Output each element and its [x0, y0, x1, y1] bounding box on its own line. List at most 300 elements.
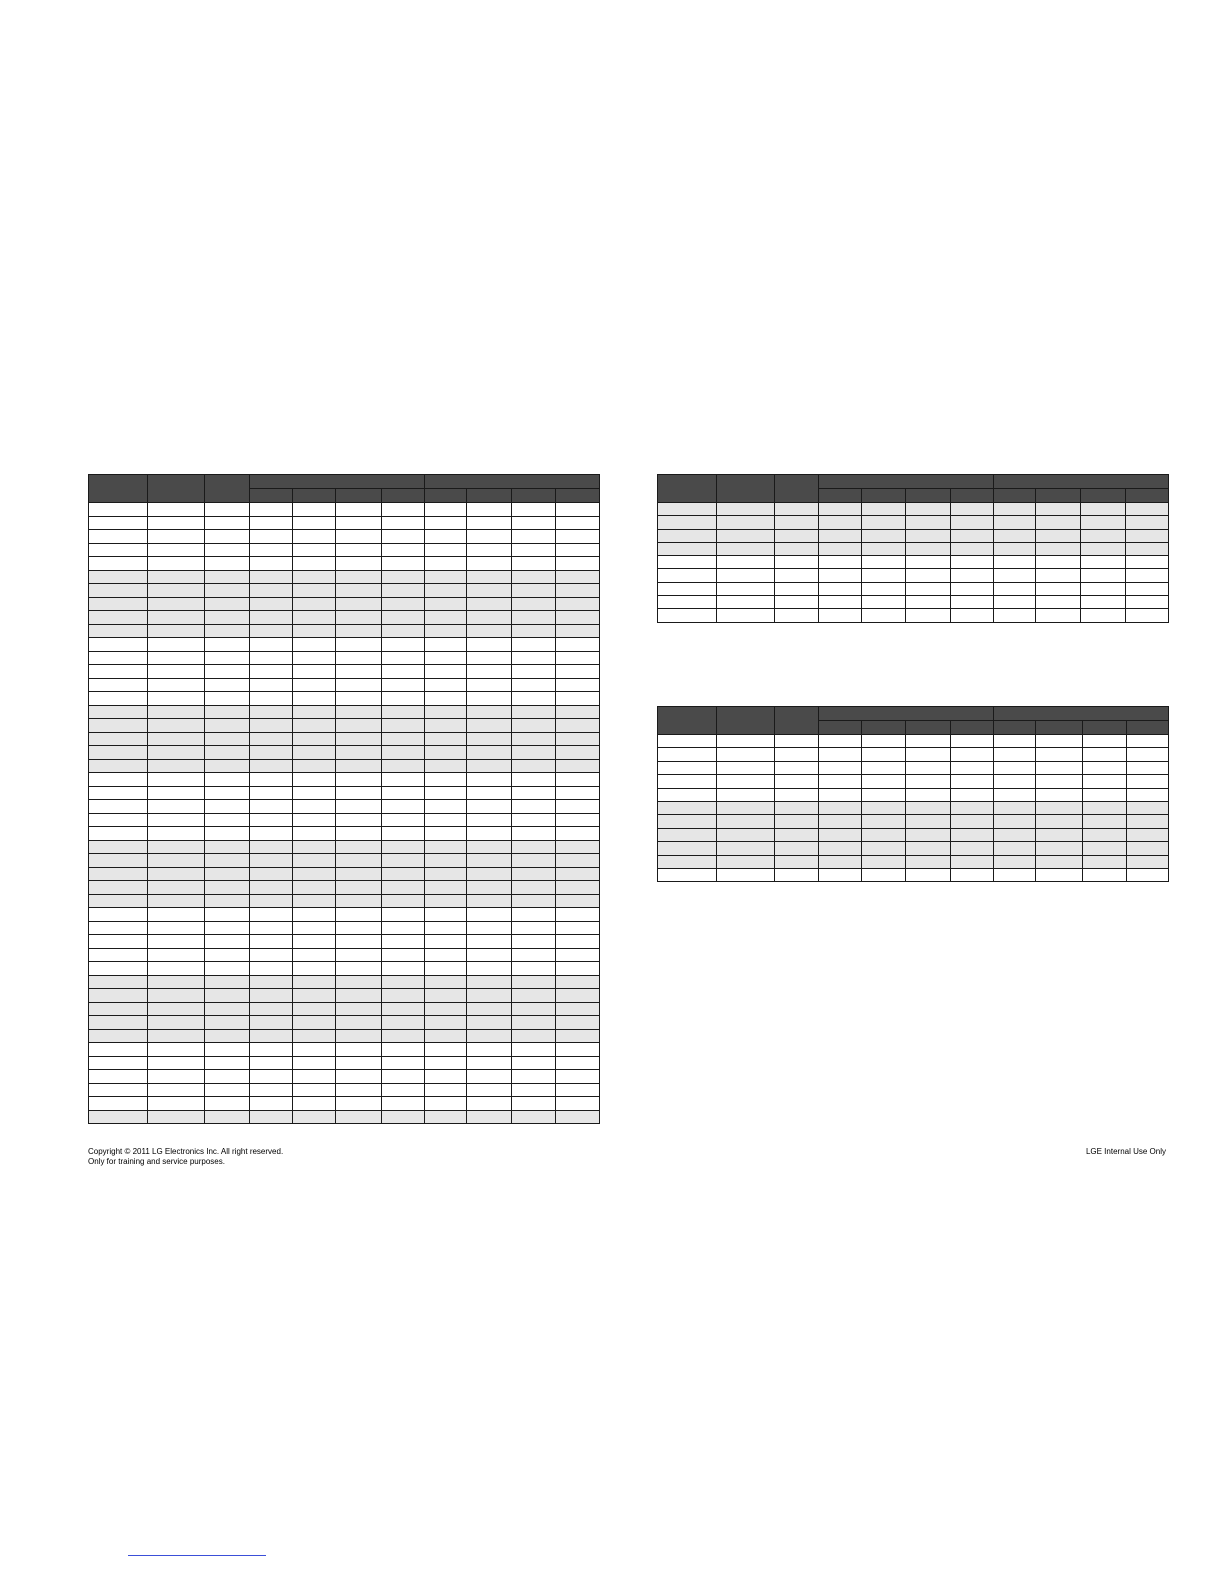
table-cell: [425, 543, 467, 557]
table-cell: [336, 1043, 382, 1057]
table-cell: [1126, 529, 1169, 542]
table-cell: [951, 775, 994, 788]
table-cell: [89, 705, 148, 719]
table-cell: [336, 624, 382, 638]
table-cell: [556, 962, 600, 976]
table-row: [89, 1110, 600, 1124]
table-row: [658, 542, 1169, 555]
table-cell: [293, 1097, 336, 1111]
table-row: [658, 788, 1169, 801]
table-row: [89, 705, 600, 719]
table-cell: [556, 921, 600, 935]
subheader-cell: [994, 489, 1036, 503]
table-cell: [382, 1016, 425, 1030]
table-cell: [775, 569, 819, 582]
table-row: [89, 894, 600, 908]
table-cell: [425, 881, 467, 895]
table-cell: [148, 908, 205, 922]
footer-copyright: [88, 1147, 283, 1167]
table-cell: [293, 813, 336, 827]
table-cell: [512, 948, 556, 962]
table-cell: [425, 813, 467, 827]
table-cell: [250, 570, 293, 584]
table-cell: [425, 1083, 467, 1097]
table-cell: [994, 516, 1036, 529]
table-cell: [467, 854, 512, 868]
table-cell: [512, 1056, 556, 1070]
table-cell: [250, 732, 293, 746]
table-cell: [293, 948, 336, 962]
table-cell: [205, 854, 250, 868]
link-underline: [128, 1555, 266, 1556]
table-row: [89, 719, 600, 733]
table-cell: [1083, 761, 1127, 774]
table-cell: [148, 813, 205, 827]
table-cell: [717, 582, 775, 595]
table-cell: [658, 761, 717, 774]
table-cell: [819, 542, 862, 555]
table-cell: [89, 786, 148, 800]
header-group-cell: [250, 475, 425, 489]
table-cell: [467, 989, 512, 1003]
table-cell: [293, 1016, 336, 1030]
table-cell: [556, 840, 600, 854]
table-cell: [819, 775, 862, 788]
table-cell: [148, 1029, 205, 1043]
table-cell: [467, 692, 512, 706]
table-cell: [1036, 801, 1083, 814]
table-cell: [89, 719, 148, 733]
subheader-cell: [293, 489, 336, 503]
subheader-cell: [425, 489, 467, 503]
table-row: [89, 800, 600, 814]
table-cell: [382, 705, 425, 719]
table-cell: [250, 840, 293, 854]
table-cell: [293, 1043, 336, 1057]
table-row: [658, 855, 1169, 868]
table-cell: [512, 881, 556, 895]
table-cell: [293, 692, 336, 706]
subheader-cell: [467, 489, 512, 503]
table-cell: [250, 1043, 293, 1057]
table-cell: [994, 828, 1036, 841]
table-cell: [425, 1110, 467, 1124]
table-cell: [1036, 569, 1081, 582]
table-row: [89, 570, 600, 584]
table-cell: [382, 894, 425, 908]
table-cell: [906, 516, 951, 529]
subheader-cell: [862, 489, 906, 503]
table-cell: [658, 788, 717, 801]
header-cell: [148, 475, 205, 503]
table-cell: [148, 854, 205, 868]
table-cell: [89, 1043, 148, 1057]
table-cell: [819, 735, 862, 748]
table-cell: [717, 815, 775, 828]
table-cell: [89, 840, 148, 854]
table-cell: [382, 597, 425, 611]
table-cell: [205, 894, 250, 908]
subheader-cell: [512, 489, 556, 503]
table-cell: [382, 719, 425, 733]
table-cell: [205, 611, 250, 625]
table-cell: [819, 556, 862, 569]
table-cell: [512, 503, 556, 517]
table-cell: [250, 908, 293, 922]
table-cell: [556, 854, 600, 868]
table-cell: [425, 705, 467, 719]
table-cell: [512, 611, 556, 625]
table-cell: [556, 1070, 600, 1084]
table-cell: [293, 516, 336, 530]
header-cell: [717, 707, 775, 735]
table-row: [89, 962, 600, 976]
table-cell: [658, 569, 717, 582]
table-cell: [250, 881, 293, 895]
table-cell: [717, 842, 775, 855]
table-cell: [994, 503, 1036, 516]
table-row: [89, 692, 600, 706]
table-cell: [89, 921, 148, 935]
table-cell: [148, 584, 205, 598]
table-cell: [819, 569, 862, 582]
table-cell: [293, 908, 336, 922]
table-cell: [717, 529, 775, 542]
table-cell: [556, 1016, 600, 1030]
table-row: [658, 801, 1169, 814]
table-cell: [994, 788, 1036, 801]
table-cell: [512, 651, 556, 665]
table-cell: [425, 732, 467, 746]
table-cell: [994, 582, 1036, 595]
table-cell: [382, 840, 425, 854]
table-cell: [775, 529, 819, 542]
table-cell: [205, 975, 250, 989]
table-cell: [658, 542, 717, 555]
table-cell: [148, 894, 205, 908]
right-bottom-table: [657, 706, 1169, 882]
table-cell: [951, 516, 994, 529]
table-cell: [556, 584, 600, 598]
table-cell: [994, 815, 1036, 828]
table-cell: [1081, 529, 1126, 542]
table-cell: [906, 855, 951, 868]
table-cell: [1036, 788, 1083, 801]
subheader-cell: [382, 489, 425, 503]
table-cell: [512, 894, 556, 908]
table-row: [89, 813, 600, 827]
table-cell: [1081, 503, 1126, 516]
table-cell: [382, 975, 425, 989]
table-cell: [425, 975, 467, 989]
table-cell: [556, 935, 600, 949]
table-cell: [1126, 596, 1169, 609]
table-cell: [556, 543, 600, 557]
table-cell: [467, 1110, 512, 1124]
table-cell: [512, 624, 556, 638]
table-cell: [467, 1002, 512, 1016]
table-cell: [775, 735, 819, 748]
table-cell: [336, 827, 382, 841]
table-cell: [862, 815, 906, 828]
table-cell: [1036, 582, 1081, 595]
table-row: [89, 921, 600, 935]
table-cell: [293, 651, 336, 665]
table-cell: [862, 775, 906, 788]
table-cell: [951, 815, 994, 828]
table-cell: [293, 962, 336, 976]
right-top-table: [657, 474, 1169, 623]
table-cell: [250, 678, 293, 692]
table-cell: [556, 705, 600, 719]
table-cell: [250, 638, 293, 652]
table-cell: [205, 1029, 250, 1043]
table-row: [89, 597, 600, 611]
header-cell: [658, 475, 717, 503]
table-cell: [148, 1016, 205, 1030]
table-cell: [250, 827, 293, 841]
table-cell: [717, 788, 775, 801]
table-cell: [775, 609, 819, 622]
table-row: [658, 842, 1169, 855]
table-cell: [906, 542, 951, 555]
table-row: [658, 529, 1169, 542]
table-cell: [467, 1016, 512, 1030]
table-cell: [293, 705, 336, 719]
table-cell: [250, 975, 293, 989]
table-cell: [336, 1029, 382, 1043]
table-cell: [205, 557, 250, 571]
table-cell: [205, 692, 250, 706]
table-cell: [1083, 748, 1127, 761]
table-cell: [717, 775, 775, 788]
table-row: [89, 746, 600, 760]
subheader-cell: [1127, 721, 1169, 735]
table-cell: [951, 842, 994, 855]
table-cell: [250, 1083, 293, 1097]
table-cell: [250, 1070, 293, 1084]
table-cell: [994, 609, 1036, 622]
table-cell: [862, 735, 906, 748]
table-cell: [336, 989, 382, 1003]
table-cell: [1036, 516, 1081, 529]
table-cell: [250, 894, 293, 908]
table-row: [658, 775, 1169, 788]
table-cell: [382, 935, 425, 949]
table-cell: [862, 529, 906, 542]
table-cell: [293, 732, 336, 746]
header-cell: [89, 475, 148, 503]
table-cell: [293, 1002, 336, 1016]
table-cell: [382, 881, 425, 895]
table-cell: [467, 732, 512, 746]
table-cell: [512, 935, 556, 949]
table-cell: [89, 732, 148, 746]
table-cell: [425, 1002, 467, 1016]
table-cell: [148, 881, 205, 895]
subheader-cell: [906, 489, 951, 503]
header-group-cell: [819, 707, 994, 721]
table-cell: [89, 759, 148, 773]
table-cell: [250, 503, 293, 517]
table-row: [89, 867, 600, 881]
table-cell: [425, 1029, 467, 1043]
table-cell: [556, 651, 600, 665]
table-cell: [1126, 516, 1169, 529]
table-row: [89, 773, 600, 787]
table-cell: [89, 1110, 148, 1124]
table-cell: [336, 773, 382, 787]
table-cell: [1036, 761, 1083, 774]
table-cell: [382, 921, 425, 935]
subheader-cell: [819, 721, 862, 735]
table-cell: [1036, 542, 1081, 555]
table-cell: [819, 503, 862, 516]
table-cell: [293, 989, 336, 1003]
table-cell: [250, 800, 293, 814]
table-cell: [951, 609, 994, 622]
table-cell: [250, 773, 293, 787]
table-cell: [382, 732, 425, 746]
table-cell: [717, 569, 775, 582]
table-cell: [556, 503, 600, 517]
table-cell: [512, 570, 556, 584]
table-cell: [425, 503, 467, 517]
table-cell: [148, 570, 205, 584]
table-cell: [148, 705, 205, 719]
subheader-cell: [906, 721, 951, 735]
table-cell: [775, 596, 819, 609]
table-cell: [775, 761, 819, 774]
table-cell: [425, 786, 467, 800]
table-cell: [717, 828, 775, 841]
table-cell: [467, 759, 512, 773]
table-cell: [951, 748, 994, 761]
table-cell: [775, 801, 819, 814]
table-cell: [512, 732, 556, 746]
table-cell: [467, 1029, 512, 1043]
table-cell: [556, 570, 600, 584]
table-cell: [556, 530, 600, 544]
table-cell: [382, 543, 425, 557]
table-cell: [250, 530, 293, 544]
table-row: [89, 611, 600, 625]
table-cell: [336, 557, 382, 571]
table-cell: [862, 842, 906, 855]
table-cell: [512, 827, 556, 841]
table-cell: [250, 584, 293, 598]
table-cell: [382, 773, 425, 787]
table-cell: [512, 584, 556, 598]
table-cell: [205, 624, 250, 638]
table-cell: [336, 692, 382, 706]
table-cell: [994, 801, 1036, 814]
table-cell: [994, 542, 1036, 555]
table-cell: [717, 542, 775, 555]
table-row: [89, 1097, 600, 1111]
table-cell: [1083, 815, 1127, 828]
table-cell: [512, 597, 556, 611]
table-cell: [467, 867, 512, 881]
header-group-cell: [994, 707, 1169, 721]
table-cell: [205, 773, 250, 787]
table-cell: [250, 692, 293, 706]
table-cell: [1036, 596, 1081, 609]
table-cell: [382, 1070, 425, 1084]
table-cell: [467, 773, 512, 787]
table-cell: [951, 855, 994, 868]
table-cell: [382, 638, 425, 652]
table-cell: [1127, 788, 1169, 801]
table-cell: [556, 908, 600, 922]
table-cell: [425, 935, 467, 949]
table-cell: [467, 948, 512, 962]
table-cell: [336, 975, 382, 989]
table-cell: [467, 530, 512, 544]
table-row: [658, 828, 1169, 841]
table-cell: [556, 1056, 600, 1070]
table-cell: [148, 1097, 205, 1111]
table-cell: [467, 557, 512, 571]
table-cell: [717, 516, 775, 529]
table-cell: [425, 759, 467, 773]
table-cell: [467, 503, 512, 517]
table-cell: [717, 609, 775, 622]
table-cell: [425, 827, 467, 841]
table-row: [658, 516, 1169, 529]
table-cell: [148, 773, 205, 787]
table-row: [658, 503, 1169, 516]
table-cell: [819, 801, 862, 814]
table-cell: [336, 1110, 382, 1124]
table-cell: [250, 759, 293, 773]
table-row: [89, 759, 600, 773]
table-cell: [89, 989, 148, 1003]
table-cell: [1081, 556, 1126, 569]
table-cell: [906, 815, 951, 828]
table-cell: [148, 665, 205, 679]
table-row: [89, 854, 600, 868]
table-cell: [382, 570, 425, 584]
table-cell: [89, 773, 148, 787]
table-cell: [512, 921, 556, 935]
table-cell: [250, 989, 293, 1003]
table-cell: [336, 800, 382, 814]
table-cell: [775, 542, 819, 555]
table-row: [658, 556, 1169, 569]
table-cell: [906, 775, 951, 788]
table-cell: [293, 894, 336, 908]
table-cell: [658, 582, 717, 595]
table-cell: [994, 529, 1036, 542]
table-cell: [89, 597, 148, 611]
table-row: [658, 569, 1169, 582]
table-cell: [250, 597, 293, 611]
table-row: [89, 1043, 600, 1057]
table-cell: [512, 719, 556, 733]
table-cell: [382, 867, 425, 881]
table-cell: [819, 748, 862, 761]
table-cell: [293, 638, 336, 652]
table-cell: [658, 735, 717, 748]
table-cell: [717, 855, 775, 868]
table-cell: [293, 530, 336, 544]
table-cell: [862, 748, 906, 761]
table-cell: [293, 786, 336, 800]
table-cell: [819, 609, 862, 622]
table-cell: [467, 570, 512, 584]
table-cell: [512, 557, 556, 571]
